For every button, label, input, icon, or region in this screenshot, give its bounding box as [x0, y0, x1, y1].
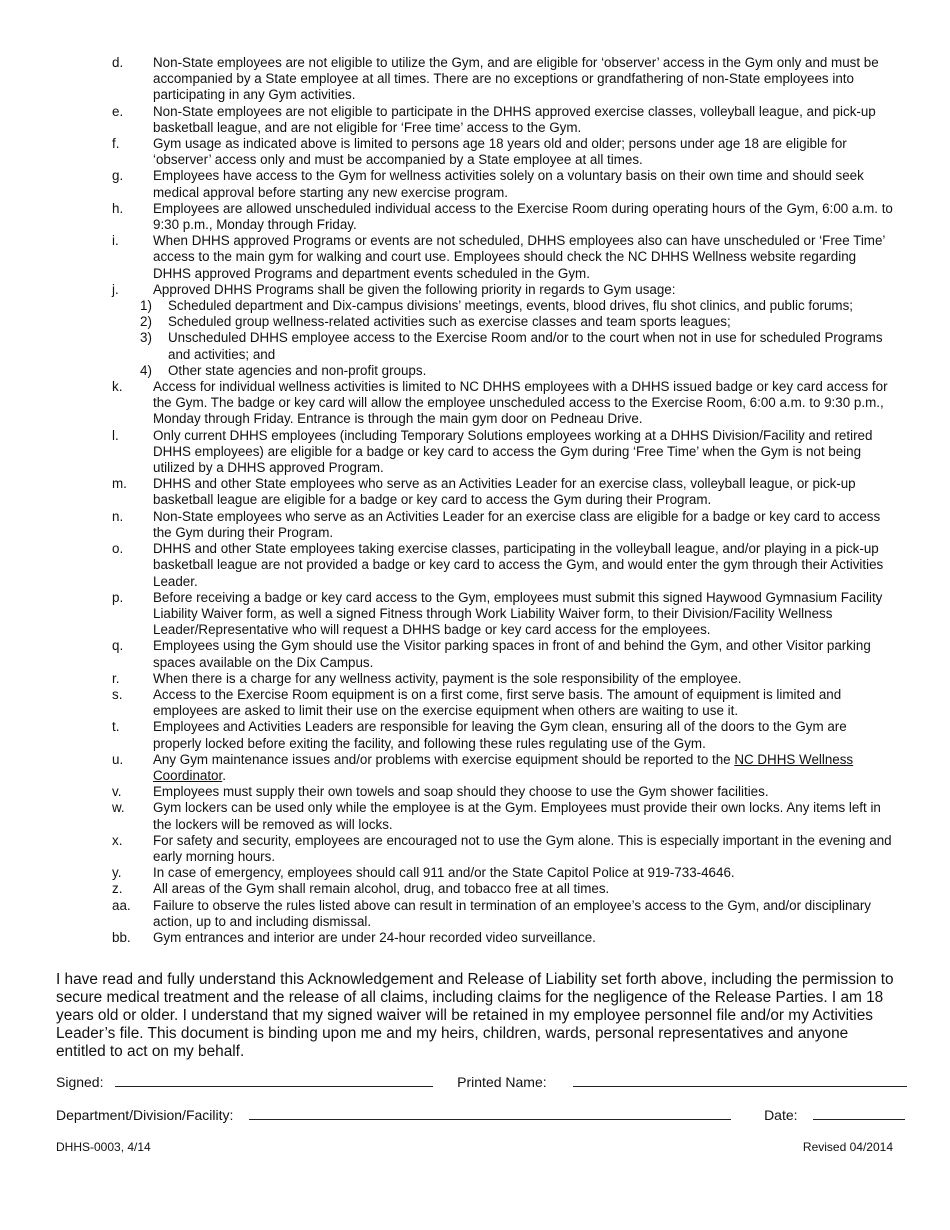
- form-id: DHHS-0003, 4/14: [56, 1140, 151, 1154]
- priority-number: 3): [140, 330, 152, 346]
- rule-text: Non-State employees who serve as an Activities Leader for an exercise class are eligible for a badge or key card to access the Gym during their Program.: [153, 508, 881, 540]
- rule-text: Employees are allowed unscheduled individual access to the Exercise Room during operating hours of the Gym, 6:00 a.m. to 9:30 p.m., Monday through Friday.: [153, 200, 893, 233]
- rule-letter: w.: [112, 800, 125, 816]
- signed-label: Signed:: [56, 1074, 104, 1090]
- rule-letter: e.: [112, 103, 124, 119]
- rule-text: Failure to observe the rules listed above can result in termination of an employee’s access to the Gym, and/or disciplinary action, up to and including dismissal.: [153, 897, 872, 929]
- rule-item: [112, 590, 897, 639]
- priority-list: [140, 298, 897, 379]
- rule-text: Gym lockers can be used only while the employee is at the Gym. Employees must provide their own locks. Any items left in the lockers will be removed as will locks.: [153, 800, 881, 832]
- rule-letter: x.: [112, 832, 123, 848]
- rule-text: Employees and Activities Leaders are responsible for leaving the Gym clean, ensuring all of the doors to the Gym are properly locked before exiting the facility, and following these rules regulating use of the Gym.: [153, 719, 847, 751]
- rule-item: [112, 476, 897, 508]
- rule-item: [112, 865, 897, 881]
- rule-text: In case of emergency, employees should call 911 and/or the State Capitol Police at 919-733-4646.: [153, 865, 735, 881]
- rule-item: [112, 509, 897, 541]
- printed-name-field[interactable]: [573, 1073, 907, 1087]
- rule-item: [112, 671, 897, 687]
- rule-text: Access to the Exercise Room equipment is on a first come, first serve basis. The amount of equipment is limited and employees are asked to limit their use on the exercise equipment when others are waiting to use it.: [153, 686, 842, 719]
- rule-text: For safety and security, employees are encouraged not to use the Gym alone. This is especially important in the evening and early morning hours.: [153, 832, 892, 864]
- priority-number: 1): [140, 298, 152, 314]
- priority-item: [140, 363, 897, 379]
- rule-text-lead: Any Gym maintenance issues and/or problems with exercise equipment should be reported to the: [153, 751, 735, 767]
- priority-item: [140, 314, 897, 330]
- rule-letter: i.: [112, 233, 119, 249]
- priority-text: Other state agencies and non-profit groups.: [168, 362, 427, 378]
- rule-item: [112, 541, 897, 590]
- rule-letter: q.: [112, 638, 124, 654]
- rule-item: [112, 379, 897, 428]
- rule-letter: t.: [112, 719, 120, 735]
- rule-letter: d.: [112, 55, 124, 70]
- rule-text-end: .: [222, 767, 226, 783]
- rule-text: Access for individual wellness activities is limited to NC DHHS employees with a DHHS issued badge or key card access for the Gym. The badge or key card will allow the employee unscheduled access to the Exercise Room, 6:00 a.m. to 9:30 p.m., Monday through Friday. Entrance is through the main gym door on Pedneau Drive.: [153, 379, 888, 427]
- priority-item: [140, 330, 897, 362]
- rules-list: [112, 55, 897, 946]
- rule-item: [112, 168, 897, 200]
- rule-text: Before receiving a badge or key card access to the Gym, employees must submit this signed Haywood Gymnasium Facility Liability Waiver form, as well a signed Fitness through Work Liability Waiver form, to their Division/Facility Wellness Leader/Representative who will request a DHHS badge or key card access for the employees.: [153, 589, 883, 638]
- rule-item: [112, 687, 897, 719]
- rule-text: Employees must supply their own towels and soap should they choose to use the Gym shower facilities.: [153, 784, 769, 800]
- rule-item: [112, 55, 897, 104]
- rule-letter: r.: [112, 670, 120, 686]
- rule-letter: y.: [112, 865, 122, 881]
- rule-letter: j.: [112, 281, 119, 297]
- priority-text: Scheduled department and Dix-campus divisions’ meetings, events, blood drives, flu shot clinics, and public forums;: [168, 298, 854, 314]
- rule-text: When there is a charge for any wellness activity, payment is the sole responsibility of the employee.: [153, 670, 742, 686]
- signature-row: [56, 1073, 907, 1091]
- rule-item: [112, 201, 897, 233]
- rule-letter: h.: [112, 200, 124, 216]
- rule-letter: g.: [112, 168, 124, 184]
- rule-letter: o.: [112, 541, 124, 557]
- priority-text: Unscheduled DHHS employee access to the Exercise Room and/or to the court when not in use for scheduled Programs and activities; and: [168, 330, 883, 362]
- rule-letter: bb.: [112, 929, 131, 945]
- wellness-coordinator-link[interactable]: NC DHHS Wellness Coordinator: [153, 751, 854, 783]
- rules-k-to-t: [112, 379, 897, 752]
- rule-letter: u.: [112, 751, 124, 767]
- rule-text: Gym entrances and interior are under 24-hour recorded video surveillance.: [153, 929, 596, 945]
- priority-number: 2): [140, 314, 152, 330]
- rule-letter: m.: [112, 476, 127, 492]
- rule-item: [112, 881, 897, 897]
- rule-text: Employees have access to the Gym for wellness activities solely on a voluntary basis on their own time and should seek medical approval before starting any new exercise program.: [153, 168, 864, 200]
- rule-item: [112, 428, 897, 477]
- date-label: Date:: [764, 1107, 798, 1123]
- rule-text: All areas of the Gym shall remain alcohol, drug, and tobacco free at all times.: [153, 881, 610, 897]
- rule-text: [153, 752, 897, 784]
- department-label: Department/Division/Facility:: [56, 1107, 234, 1123]
- rule-letter: z.: [112, 881, 123, 897]
- rule-letter: f.: [112, 136, 120, 152]
- rule-item: [112, 784, 897, 800]
- rule-text: DHHS and other State employees who serve as an Activities Leader for an exercise class, volleyball league, or pick-up basketball league are eligible for a badge or key card to access the Gym during their Program.: [153, 476, 856, 508]
- rule-letter: v.: [112, 784, 122, 800]
- rule-item: [112, 752, 897, 784]
- rule-item: [112, 638, 897, 670]
- rule-item: [112, 104, 897, 136]
- department-row: [56, 1106, 905, 1124]
- printed-name-label: Printed Name:: [457, 1074, 547, 1090]
- rule-text: Approved DHHS Programs shall be given the following priority in regards to Gym usage:: [153, 281, 676, 297]
- rule-text: Gym usage as indicated above is limited to persons age 18 years old and older; persons under age 18 are eligible for ‘observer’ access only and must be accompanied by a State employee at all times.: [153, 136, 847, 168]
- rule-letter: p.: [112, 589, 124, 605]
- priority-number: 4): [140, 362, 152, 378]
- priority-text: Scheduled group wellness-related activities such as exercise classes and team sports leagues;: [168, 314, 731, 330]
- rule-letter: k.: [112, 379, 123, 395]
- rule-item: [112, 136, 897, 168]
- revision-date: Revised 04/2014: [802, 1140, 893, 1154]
- rule-letter: aa.: [112, 897, 131, 913]
- date-field[interactable]: [813, 1106, 905, 1120]
- rule-item: [112, 233, 897, 282]
- rule-item: [112, 930, 897, 946]
- rule-text: Non-State employees are not eligible to utilize the Gym, and are eligible for ‘observer’ access in the Gym only and must be accompanied by a State employee at all times. There are no exceptions or grandfathering of non-State employees into participating in any Gym activities.: [153, 55, 879, 103]
- rule-text: Non-State employees are not eligible to participate in the DHHS approved exercise classes, volleyball league, and pick-up basketball league, and are not eligible for ‘Free time’ access to the Gym.: [153, 103, 876, 135]
- rule-text: Employees using the Gym should use the Visitor parking spaces in front of and behind the Gym, and other Visitor parking spaces available on the Dix Campus.: [153, 638, 871, 670]
- rule-text: When DHHS approved Programs or events are not scheduled, DHHS employees also can have unscheduled or ‘Free Time’ access to the main gym for walking and court use. Employees should check the NC DHHS Wellness website regarding DHHS approved Programs and department events scheduled in the Gym.: [153, 233, 885, 281]
- rules-d-to-j: [112, 55, 897, 298]
- rule-item: [112, 800, 897, 832]
- acknowledgement-paragraph: I have read and fully understand this Acknowledgement and Release of Liability set forth above, including the permission to secure medical treatment and the release of all claims, including claims for the negligence of the Release Parties. I am 18 years old or older. I understand that my signed waiver will be retained in my employee personnel file and/or my Activities Leader’s file. This document is binding upon me and my heirs, children, wards, personal representatives and anyone entitled to act on my behalf.: [56, 971, 894, 1060]
- rule-text: Only current DHHS employees (including Temporary Solutions employees working at a DHHS Division/Facility and retired DHHS employees) are eligible for a badge or key card to access the Gym during ‘Free Time’ when the Gym is not being utilized by a DHHS approved Program.: [153, 427, 873, 476]
- department-field[interactable]: [249, 1106, 731, 1120]
- rule-letter: l.: [112, 427, 119, 443]
- rule-item: [112, 719, 897, 751]
- rule-item: [112, 282, 897, 298]
- rule-text: DHHS and other State employees taking exercise classes, participating in the volleyball league, and/or playing in a pick-up basketball league are not provided a badge or key card to access the Gym, and would enter the gym through their Activities Leader.: [153, 541, 884, 589]
- rule-letter: s.: [112, 686, 123, 702]
- rule-item: [112, 833, 897, 865]
- priority-item: [140, 298, 897, 314]
- signature-field[interactable]: [115, 1073, 433, 1087]
- rule-item: [112, 898, 897, 930]
- rules-v-to-bb: [112, 784, 897, 946]
- rule-letter: n.: [112, 508, 124, 524]
